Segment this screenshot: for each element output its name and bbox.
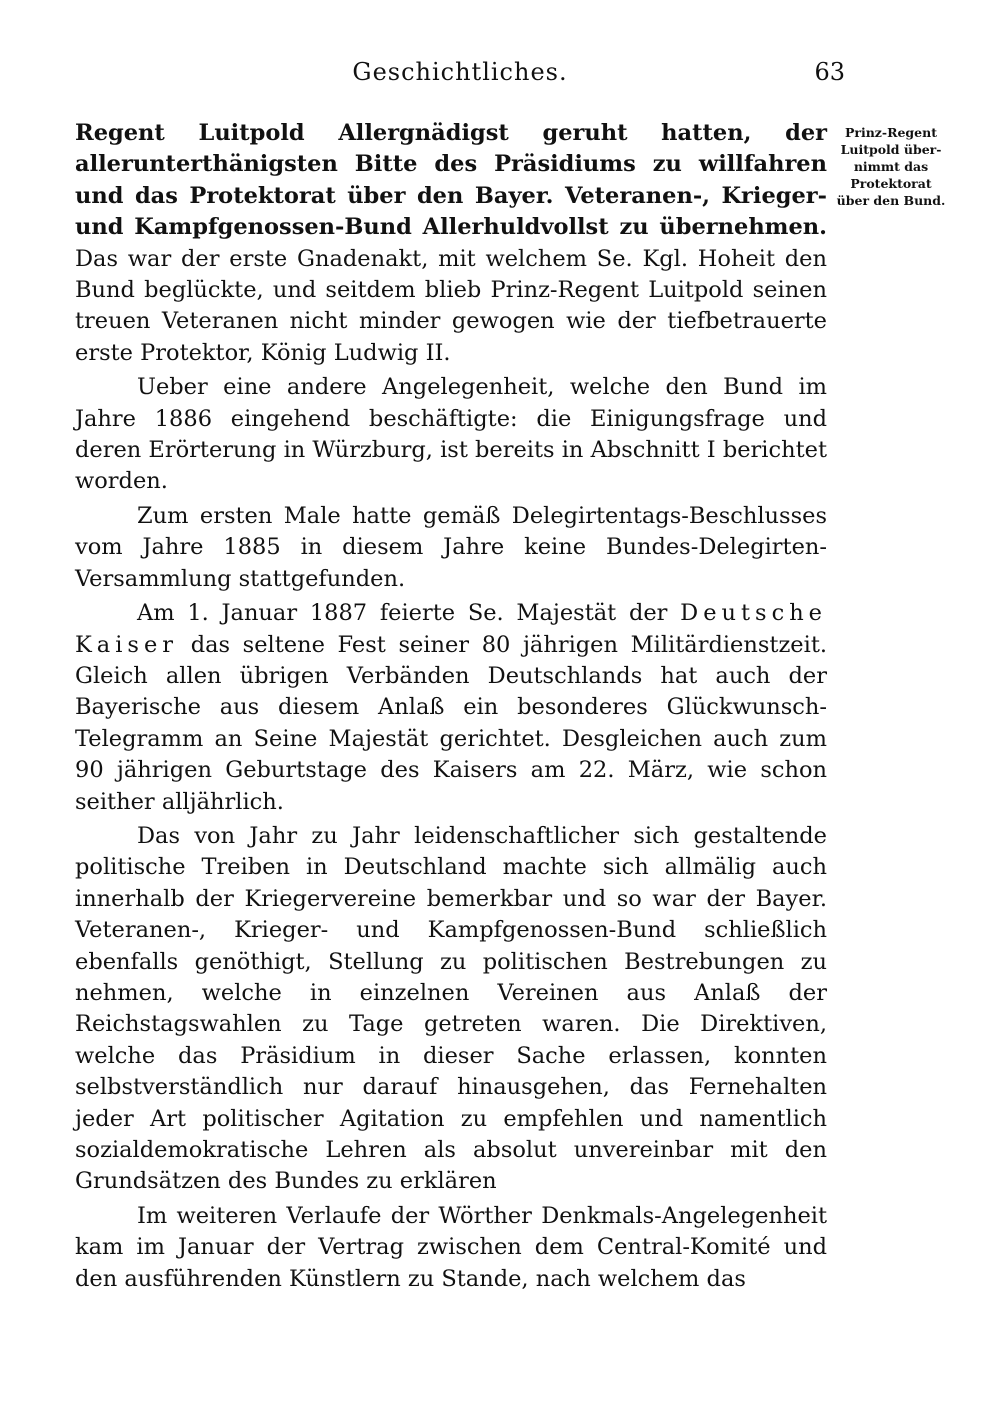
paragraph-1 — [75, 118, 827, 369]
paragraph-5: Das von Jahr zu Jahr leidenschaftlicher sich gestaltende politische Treiben in Deutschland machte sich allmälig auch innerhalb der Kriegervereine bemerkbar und so war der Bayer. Veteranen-, Krieger- und Kampfgenossen-Bund schließlich ebenfalls genöthigt, Stellung zu politischen Bestrebungen zu nehmen, welche in einzelnen Vereinen aus Anlaß der Reichstagswahlen zu Tage getreten waren. Die Direktiven, welche das Präsidium in dieser Sache erlassen, konnten selbstverständlich nur darauf hinausgehen, das Fernehalten jeder Art politischer Agitation zu empfehlen und namentlich sozialdemokratische Lehren als absolut unvereinbar mit den Grundsätzen des Bundes zu erklären — [75, 822, 827, 1195]
margin-note — [816, 124, 966, 209]
margin-note-line: nimmt das — [853, 159, 929, 174]
margin-note-line: Luitpold über- — [840, 142, 942, 157]
running-head — [75, 58, 845, 94]
margin-note-line: über den Bund. — [836, 193, 946, 208]
paragraph-text: das seltene Fest seiner 80 jährigen Militärdienstzeit. Gleich allen übrigen Verbänden Deutschlands hat auch der Bayerische aus diesem Anlaß ein besonderes Glückwunsch-Telegramm an Seine Majestät gerichtet. Desgleichen auch zum 90 jährigen Geburtstage des Kaisers am 22. März, wie schon seither alljährlich. — [75, 631, 828, 815]
margin-note-line: Protektorat — [850, 176, 932, 191]
spaced-emphasis: Deutsche Kaiser — [75, 600, 827, 658]
paragraph-3: Zum ersten Male hatte gemäß Delegirtentags-Beschlusses vom Jahre 1885 in diesem Jahre keine Bundes-Delegirten-Versammlung stattgefunden. — [75, 502, 827, 592]
running-title: Geschichtliches. — [352, 58, 568, 86]
bold-lead-text: Regent Luitpold Allergnädigst geruht hatten, der allerunterthänigsten Bitte des Präsidiums zu willfahren und das Protektorat über den Bayer. Veteranen-, Krieger- und Kampfgenossen-Bund Allerhuldvollst zu übernehmen. — [75, 120, 827, 241]
margin-note-line: Prinz-Regent — [844, 125, 937, 140]
body-text — [75, 118, 827, 1295]
paragraph-6: Im weiteren Verlaufe der Wörther Denkmals-Angelegenheit kam im Januar der Vertrag zwischen dem Central-Komité und den ausführenden Künstlern zu Stande, nach welchem das — [75, 1202, 827, 1292]
paragraph-text: Am 1. Januar 1887 feierte Se. Majestät der — [137, 600, 668, 627]
paragraph-text: Das war der erste Gnadenakt, mit welchem Se. Kgl. Hoheit den Bund beglückte, und seitdem blieb Prinz-Regent Luitpold seinen treuen Veteranen nicht minder gewogen wie der tiefbetrauerte erste Protektor, König Ludwig II. — [75, 245, 827, 366]
paragraph-4 — [75, 598, 827, 818]
paragraph-2: Ueber eine andere Angelegenheit, welche den Bund im Jahre 1886 eingehend beschäftigte: die Einigungsfrage und deren Erörterung in Würzburg, ist bereits in Abschnitt I berichtet worden. — [75, 374, 827, 495]
page-number: 63 — [814, 58, 845, 86]
